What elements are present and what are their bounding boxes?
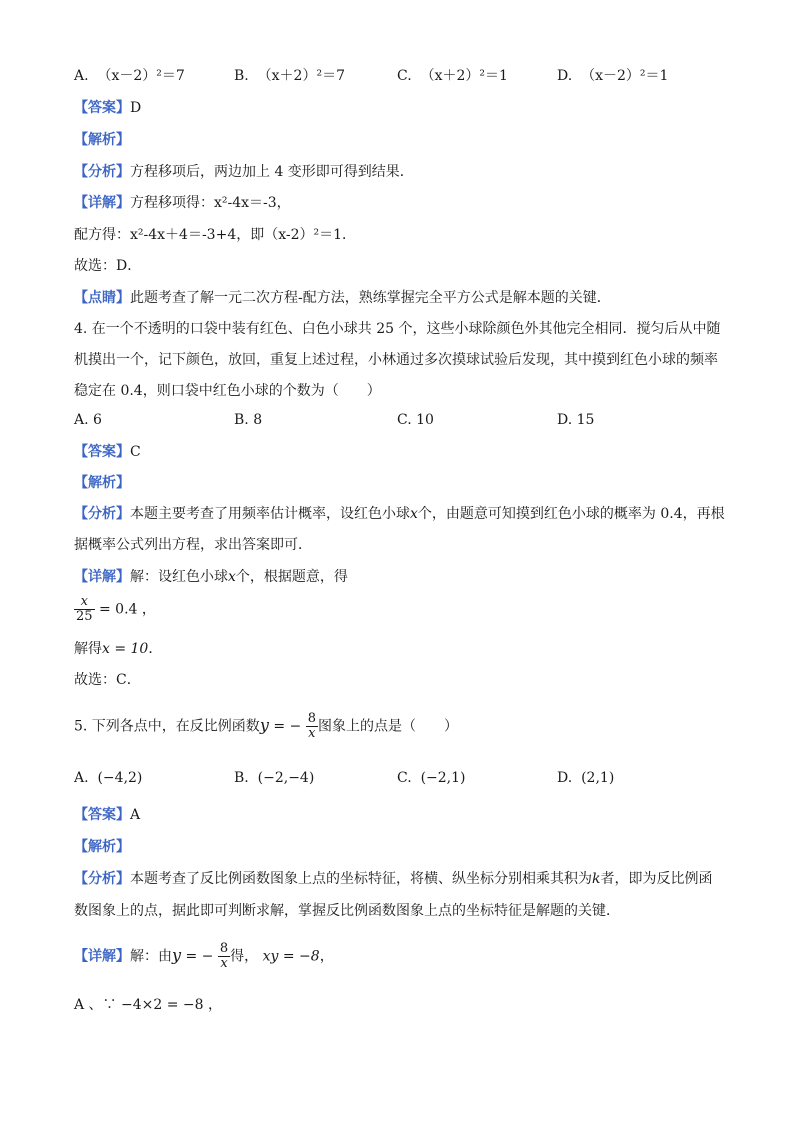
q3-fenxi: 【分析】方程移项后，两边加上 4 变形即可得到结果． xyxy=(74,164,414,180)
q4-option-b: B. 8 xyxy=(234,412,263,428)
q3-jiexi-heading: 【解析】 xyxy=(74,132,130,148)
q3-options-row xyxy=(0,66,794,86)
q5-option-b: B. (−2,−4) xyxy=(234,770,315,786)
q3-answer: 【答案】D xyxy=(74,100,142,116)
q4-fenxi-line-2: 据概率公式列出方程，求出答案即可． xyxy=(74,537,312,553)
q3-option-c: C. （x＋2）²＝1 xyxy=(397,68,508,84)
q5-answer: 【答案】A xyxy=(74,807,141,823)
q5-options-row xyxy=(0,768,794,788)
q5-option-c: C. (−2,1) xyxy=(397,770,466,786)
q4-jiexi-heading: 【解析】 xyxy=(74,475,130,491)
q5-stem: 5. 下列各点中，在反比例函数y = − $\frac{8}{x}$ 图象上的点是（ ） xyxy=(74,711,458,741)
q3-peifang: 配方得：x²-4x＋4＝-3+4，即（x-2）²＝1． xyxy=(74,227,357,243)
q4-stem-line-3: 稳定在 0.4，则口袋中红色小球的个数为（ ） xyxy=(74,383,381,399)
q5-xiangjie: 【详解】解：由y = − $\frac{8}{x}$ 得， xy = −8， xyxy=(74,941,334,971)
q4-option-d: D. 15 xyxy=(557,412,595,428)
q5-option-a: A. (−4,2) xyxy=(74,770,143,786)
q5-stem-fraction: $\frac{8}{x}$ xyxy=(307,711,316,741)
q4-equation: $\frac{x}{25}$ = 0.4 ， xyxy=(76,594,156,624)
q4-option-c: C. 10 xyxy=(397,412,434,428)
q3-dianjing: 【点睛】此题考查了解一元二次方程-配方法，熟练掌握完全平方公式是解本题的关键． xyxy=(74,290,611,306)
q5-xiangjie-fraction: $\frac{8}{x}$ xyxy=(219,941,229,971)
q5-line-a: A 、∵ −4×2 = −8 ， xyxy=(74,997,223,1013)
q4-jiede: 解得x = 10． xyxy=(74,641,163,657)
q5-option-d: D. (2,1) xyxy=(557,770,615,786)
q4-xiangjie: 【详解】解：设红色小球x个，根据题意，得 xyxy=(74,569,348,585)
q5-fenxi-line-1: 【分析】本题考查了反比例函数图象上点的坐标特征，将横、纵坐标分别相乘其积为k者，即为反比例函 xyxy=(74,871,713,887)
q4-fenxi-line-1: 【分析】本题主要考查了用频率估计概率，设红色小球x个，由题意可知摸到红色小球的概率为 0.4，再根 xyxy=(74,506,725,522)
q5-jiexi-heading: 【解析】 xyxy=(74,839,130,855)
q5-fenxi-line-2: 数图象上的点，据此即可判断求解，掌握反比例函数图象上点的坐标特征是解题的关键． xyxy=(74,903,620,919)
q4-stem-line-2: 机摸出一个，记下颜色，放回，重复上述过程，小林通过多次摸球试验后发现，其中摸到红色小球的频率 xyxy=(74,352,718,368)
q3-option-d: D. （x－2）²＝1 xyxy=(557,68,669,84)
q4-stem-line-1: 4. 在一个不透明的口袋中装有红色、白色小球共 25 个，这些小球除颜色外其他完全相同．搅匀后从中随 xyxy=(74,321,721,337)
q3-option-b: B. （x＋2）²＝7 xyxy=(234,68,345,84)
q3-option-a: A. （x－2）²＝7 xyxy=(74,68,185,84)
q4-answer: 【答案】C xyxy=(74,444,141,460)
q3-guxuan: 故选：D． xyxy=(74,258,142,274)
q4-fraction: $\frac{x}{25}$ xyxy=(76,594,93,624)
q4-option-a: A. 6 xyxy=(74,412,102,428)
q3-xiangjie: 【详解】方程移项得：x²-4x＝-3， xyxy=(74,195,291,211)
q4-options-row xyxy=(0,410,794,430)
q4-guxuan: 故选：C． xyxy=(74,672,141,688)
